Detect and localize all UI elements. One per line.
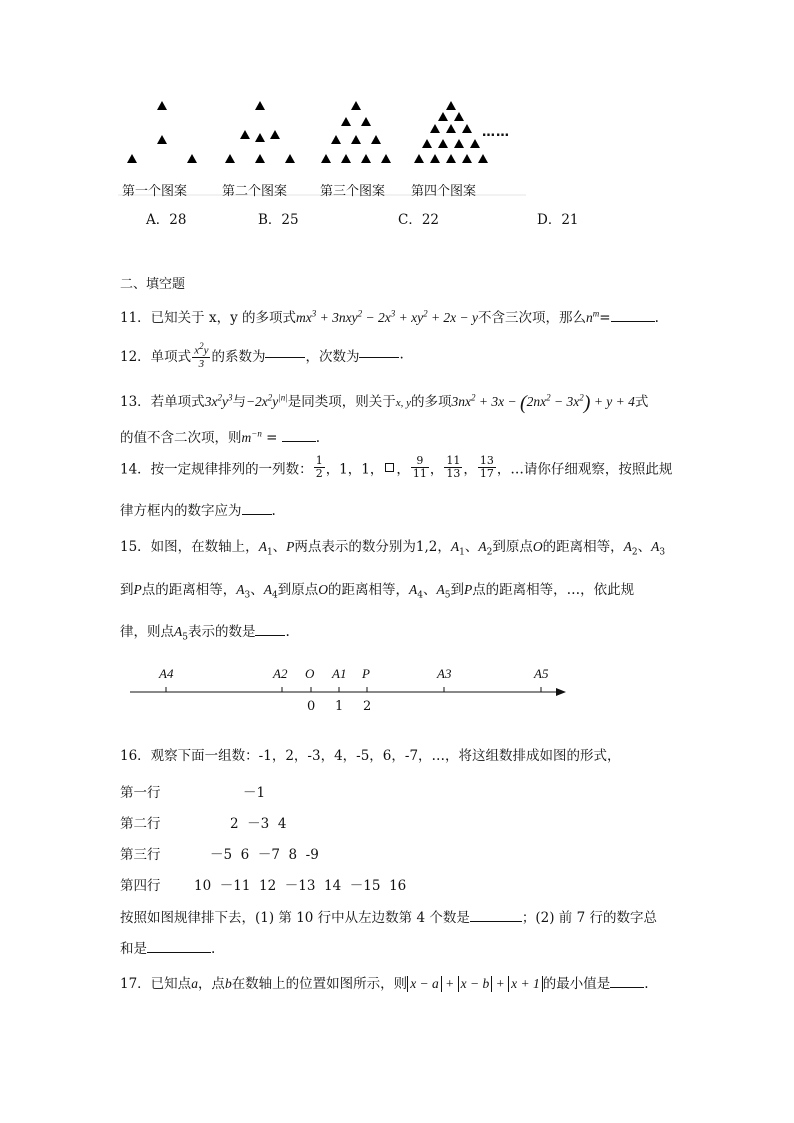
triangle-icon xyxy=(285,154,295,163)
q14-line2: 律方框内的数字应为 xyxy=(120,503,242,519)
q14-frac-4: $\frac{13}{17}$ xyxy=(479,454,494,480)
label-a5: A5 xyxy=(534,666,549,681)
label-o: O xyxy=(305,666,315,681)
tick-2: 2 xyxy=(363,699,372,714)
q11-expression: $n^m$ xyxy=(586,308,600,325)
triangle-icon xyxy=(341,117,351,126)
triangle-icon xyxy=(438,112,448,121)
option-a: A．28 xyxy=(146,212,187,228)
label-a1: A1 xyxy=(332,666,347,681)
q17-prefix: 17．已知点 xyxy=(120,976,192,992)
q14-prefix: 14．按一定规律排列的一列数： xyxy=(120,461,313,478)
triangle-icon xyxy=(381,154,391,163)
triangle-icon xyxy=(351,101,361,110)
triangle-icon xyxy=(438,139,448,148)
question-14: 14．按一定规律排列的一列数： $\frac{1}{2}$ ，1，1， ， $\frac{9}{11}$ ， $\frac{11}{13}$ ， $\frac{13}{17}$ ，…请你仔细观察，按照此规 xyxy=(120,454,673,480)
q16-end: . xyxy=(211,941,216,957)
q11-polynomial: $mx^3 + 3nxy^2 - 2x^3 + xy^2 + 2x - y$ xyxy=(296,308,479,325)
triangle-icon xyxy=(255,101,265,110)
triangle-icon xyxy=(478,154,488,163)
q13-end: . xyxy=(315,430,321,446)
triangle-icon xyxy=(446,101,456,110)
q14-frac-1: $\frac{1}{2}$ xyxy=(315,454,323,480)
q16-q-line2: 和是 xyxy=(120,941,147,957)
q16-row4-nums: 10 －11 12 －13 14 －15 16 xyxy=(194,878,407,894)
q12-mid2: ，次数为 xyxy=(305,348,360,365)
triangle-icon xyxy=(430,154,440,163)
figure-caption-3: 第三个图案 xyxy=(320,184,386,199)
figure-caption-4: 第四个图案 xyxy=(411,184,477,199)
triangle-icon xyxy=(255,133,265,142)
triangle-icon xyxy=(341,154,351,163)
q13-mid2: 是同类项，则关于 xyxy=(287,394,396,410)
triangle-icon xyxy=(127,154,137,163)
q16-row1-label: 第一行 xyxy=(120,785,161,801)
triangle-icon xyxy=(157,101,167,110)
q13-mid4: 式 xyxy=(634,394,649,410)
q15-line1c: 到原点 xyxy=(492,539,533,555)
q15-line2f: 点的距离相等，…，依此规 xyxy=(472,582,635,598)
q16-row3-nums: －5 6 －7 8 -9 xyxy=(210,847,319,863)
triangle-icon xyxy=(270,130,280,139)
q14-answer-blank[interactable] xyxy=(242,502,272,515)
triangle-icon xyxy=(454,112,464,121)
figure-caption-2: 第二个图案 xyxy=(222,184,288,199)
q13-mid: 与 xyxy=(232,394,246,410)
triangle-icon xyxy=(351,135,361,144)
q15-line2b: 点的距离相等， xyxy=(141,582,237,598)
q13-mid3: 的多项 xyxy=(411,394,452,410)
triangle-icon xyxy=(430,124,440,133)
section-title: 二、填空题 xyxy=(120,277,186,292)
q14-frac-2: $\frac{9}{11}$ xyxy=(412,454,427,480)
question-13-line2: 的值不含二次项，则$m^{-n}$ = . xyxy=(120,428,321,446)
q12-degree-blank[interactable] xyxy=(359,345,399,358)
q13-line2: 的值不含二次项，则 xyxy=(120,430,242,446)
figure-ellipsis: …… xyxy=(482,125,510,140)
q17-answer-blank[interactable] xyxy=(610,975,644,988)
q12-fraction: $\frac{x^2y}{3}$ xyxy=(194,341,209,370)
question-13 xyxy=(120,390,648,415)
triangle-icon xyxy=(371,135,381,144)
q17-expression: x − a + x − b + x + 1 xyxy=(407,976,543,991)
triangle-icon xyxy=(225,154,235,163)
q13-vars: x, y xyxy=(395,397,412,409)
triangle-icon xyxy=(157,135,167,144)
triangle-icon xyxy=(187,154,197,163)
q12-end: . xyxy=(399,346,404,363)
tick-1: 1 xyxy=(335,699,344,714)
q12-prefix: 12．单项式 xyxy=(120,348,192,365)
q13-mono1: $3x^2y^3$ xyxy=(204,392,233,409)
q15-line1: 15．如图，在数轴上， xyxy=(120,539,259,555)
question-15-line2: 到P点的距离相等，$A_3$、$A_4$到原点O的距离相等，$A_4$、$A_5$到P点的距离相等，…，依此规 xyxy=(120,582,635,601)
q15-line3b: 表示的数是 xyxy=(187,624,256,640)
q16-q-line1: 按照如图规律排下去，(1) 第 10 行中从左边数第 4 个数是 xyxy=(120,910,470,926)
q16-row1-nums: －1 xyxy=(243,785,266,801)
q15-end: . xyxy=(285,624,290,640)
triangle-icon xyxy=(414,154,424,163)
q16-question-line2 xyxy=(120,937,215,957)
q14-end: . xyxy=(271,503,276,519)
q16-row2-label: 第二行 xyxy=(120,816,161,832)
triangle-icon xyxy=(462,124,472,133)
q16-answer1-blank[interactable] xyxy=(470,909,522,922)
arrow-right-icon xyxy=(556,688,566,696)
triangle-icon xyxy=(240,130,250,139)
q16-row4-label: 第四行 xyxy=(120,878,161,894)
label-a3: A3 xyxy=(437,666,452,681)
q13-answer-blank[interactable] xyxy=(282,429,316,442)
triangle-icon xyxy=(321,154,331,163)
triangle-icon xyxy=(361,154,371,163)
tick-0: 0 xyxy=(307,699,316,714)
triangle-icon xyxy=(454,139,464,148)
q11-end: . xyxy=(654,310,659,326)
q15-line1b: 两点表示的数分别为 xyxy=(294,539,416,555)
q17-suffix: 的最小值是 xyxy=(542,976,611,992)
question-15: 15．如图，在数轴上，$A_1$、P两点表示的数分别为1,2，$A_1$、$A_2$到原点O的距离相等，$A_2$、$A_3$ xyxy=(120,539,666,558)
triangle-icon xyxy=(331,135,341,144)
question-15-line3: 律，则点$A_5$表示的数是 . xyxy=(120,624,290,643)
q13-expression: $m^{-n}$ xyxy=(241,428,262,445)
q16-answer2-blank[interactable] xyxy=(147,940,211,953)
q14-box xyxy=(385,463,394,472)
question-12 xyxy=(120,340,404,370)
q15-line2c: 到原点 xyxy=(277,582,319,598)
option-c: C．22 xyxy=(398,212,440,228)
question-14-line2 xyxy=(120,499,276,519)
number-line xyxy=(120,660,580,716)
q16-row2-nums: 2 －3 4 xyxy=(230,816,287,832)
q12-mid: 的系数为 xyxy=(211,348,266,365)
q14-suffix: …请你仔细观察，按照此规 xyxy=(510,461,673,478)
question-11: 11．已知关于 x，y 的多项式$mx^3 + 3nxy^2 - 2x^3 + xy^2 + 2x - y$不含三次项，那么$n^m=$ . xyxy=(120,308,659,326)
q15-line2e: 到 xyxy=(450,582,464,598)
q15-line1d: 的距离相等， xyxy=(542,539,624,555)
q14-frac-3: $\frac{11}{13}$ xyxy=(446,454,461,480)
q15-line2a: 到 xyxy=(120,582,134,598)
figure-caption-1: 第一个图案 xyxy=(122,184,188,199)
triangle-icon xyxy=(422,139,432,148)
q15-answer-blank[interactable] xyxy=(255,623,285,636)
q16-intro: 16．观察下面一组数：-1，2，-3，4，-5，6，-7，…，将这组数排成如图的形式， xyxy=(120,748,621,764)
q13-mono2: $-2x^2y^{|n|}$ xyxy=(245,392,288,409)
option-d: D．21 xyxy=(537,212,579,228)
triangle-icon xyxy=(470,139,480,148)
triangle-icon xyxy=(446,124,456,133)
q15-line2d: 的距离相等， xyxy=(327,582,409,598)
q17-end: . xyxy=(644,976,649,992)
q15-line3: 律，则点 xyxy=(120,624,174,640)
q12-coef-blank[interactable] xyxy=(265,345,305,358)
triangle-icon xyxy=(446,154,456,163)
label-a4: A4 xyxy=(159,666,174,681)
q13-polynomial: $3nx^2 + 3x - (2nx^2 - 3x^2) + y + 4$ xyxy=(451,392,635,414)
question-17: 17．已知点a，点b在数轴上的位置如图所示，则 x − a + x − b + x + 1 的最小值是 . xyxy=(120,976,649,992)
q11-answer-blank[interactable] xyxy=(611,309,655,322)
label-p: P xyxy=(362,666,370,681)
triangle-icon xyxy=(462,154,472,163)
triangle-icon xyxy=(361,117,371,126)
q11-prefix: 11．已知关于 x，y 的多项式 xyxy=(120,310,297,326)
triangle-icon xyxy=(255,154,265,163)
q17-mid: ，点 xyxy=(197,976,225,992)
q17-mid2: 在数轴上的位置如图所示，则 xyxy=(231,976,408,992)
q16-q-line1b: ；(2) 前 7 行的数字总 xyxy=(521,910,657,926)
option-b: B．25 xyxy=(258,212,299,228)
q16-question-line1 xyxy=(120,906,657,926)
q13-prefix: 13．若单项式 xyxy=(120,394,205,410)
q16-row3-label: 第三行 xyxy=(120,847,161,863)
label-a2: A2 xyxy=(273,666,288,681)
q11-suffix: 不含三次项，那么 xyxy=(478,310,587,326)
